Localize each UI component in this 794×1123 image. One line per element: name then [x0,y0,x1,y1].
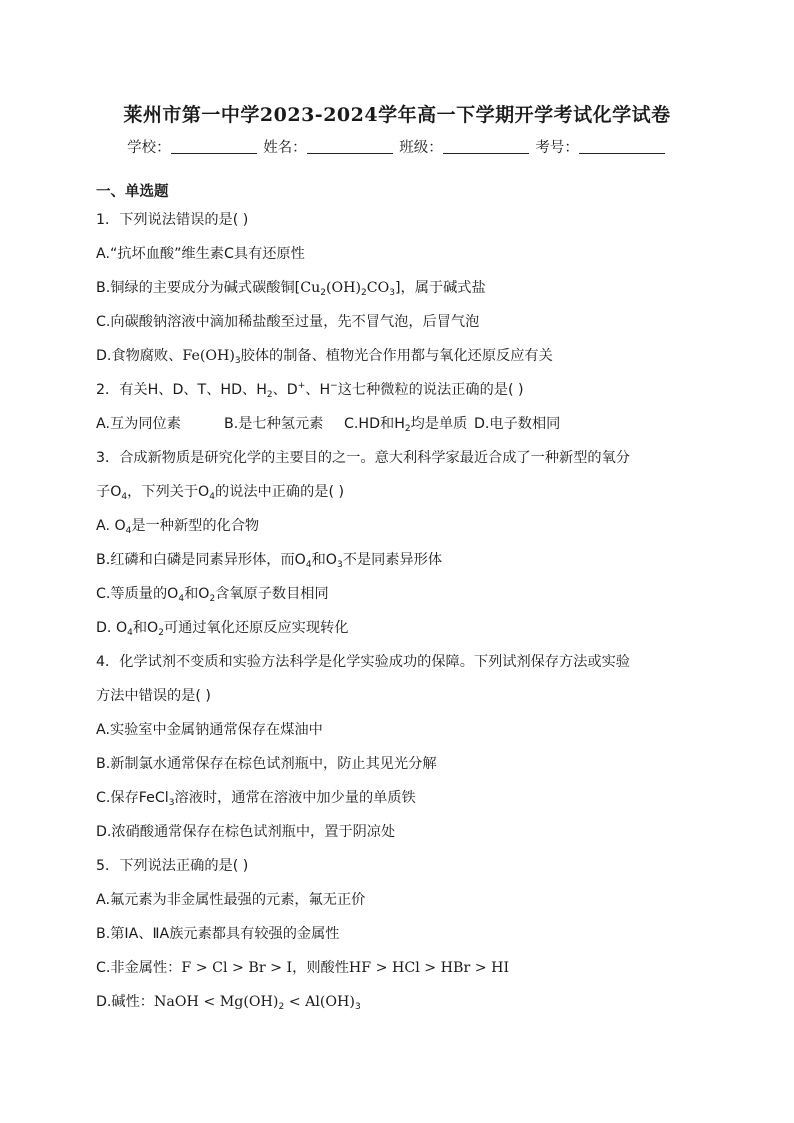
q2-option-b: B.是七种氢元素 [224,416,324,432]
q5-option-b: B.第ⅠA、ⅡA族元素都具有较强的金属性 [96,926,340,942]
q3-option-b: B.红磷和白磷是同素异形体，而$O_4$和$O_3$不是同素异形体 [96,552,443,570]
q2-option-a: A.互为同位素 [96,416,181,432]
student-info-line [0,136,794,157]
number-blank[interactable] [579,139,665,154]
q4-option-c: C.保存FeCl$_3$溶液时，通常在溶液中加少量的单质铁 [96,790,416,808]
q1-stem: 1．下列说法错误的是( ) [96,212,249,228]
q3-option-a: A. $O_4$是一种新型的化合物 [96,518,260,536]
q1-option-d: D.食物腐败、$Fe(OH)_3$胶体的制备、植物光合作用都与氧化还原反应有关 [96,348,553,366]
q2-stem: 2．有关H、D、T、HD、$H_2$、D+、H−这七种微粒的说法正确的是( ) [96,381,524,400]
school-label: 学校： [127,140,171,156]
question-list [96,203,706,1019]
section-heading: 一、单选题 [96,184,169,200]
q1-option-b: B.铜绿的主要成分为碱式碳酸铜$[Cu_2(OH)_2CO_3]$，属于碱式盐 [96,280,486,298]
q3-option-c: C.等质量的$O_4$和$O_2$含氧原子数目相同 [96,586,329,604]
class-blank[interactable] [443,139,529,154]
q4-stem-line1: 4．化学试剂不变质和实验方法科学是化学实验成功的保障。下列试剂保存方法或实验 [96,654,630,670]
q3-stem-line2: 子$O_4$，下列关于$O_4$的说法中正确的是( ) [96,484,345,502]
q5-option-d: D.碱性：NaOH < $Mg(OH)_2 < Al(OH)_3$ [96,994,361,1012]
name-blank[interactable] [307,139,393,154]
q3-stem-line1: 3．合成新物质是研究化学的主要目的之一。意大利科学家最近合成了一种新型的氧分 [96,450,630,466]
q2-option-d: D.电子数相同 [474,416,561,432]
q5-stem: 5．下列说法正确的是( ) [96,858,249,874]
class-label: 班级： [399,140,443,156]
page-title: 莱州市第一中学2023-2024学年高一下学期开学考试化学试卷 [123,104,671,126]
q4-option-a: A.实验室中金属钠通常保存在煤油中 [96,722,323,738]
name-label: 姓名： [263,140,307,156]
q5-option-c: C.非金属性：F > Cl > Br > I，则酸性HF > HCl > HBr > HI [96,960,510,976]
q3-option-d: D. $O_4$和$O_2$可通过氧化还原反应实现转化 [96,620,349,638]
school-blank[interactable] [171,139,257,154]
q4-option-d: D.浓硝酸通常保存在棕色试剂瓶中，置于阴凉处 [96,824,396,840]
q5-option-a: A.氟元素为非金属性最强的元素，氟无正价 [96,892,366,908]
q2-option-c: C.HD和$H_2$均是单质 [344,416,468,434]
q1-option-c: C.向碳酸钠溶液中滴加稀盐酸至过量，先不冒气泡，后冒气泡 [96,314,480,330]
number-label: 考号： [535,140,579,156]
q4-stem-line2: 方法中错误的是( ) [96,688,211,704]
q4-option-b: B.新制氯水通常保存在棕色试剂瓶中，防止其见光分解 [96,756,437,772]
q1-option-a: A.“抗坏血酸”维生素C具有还原性 [96,246,305,262]
q2-options [96,407,706,441]
